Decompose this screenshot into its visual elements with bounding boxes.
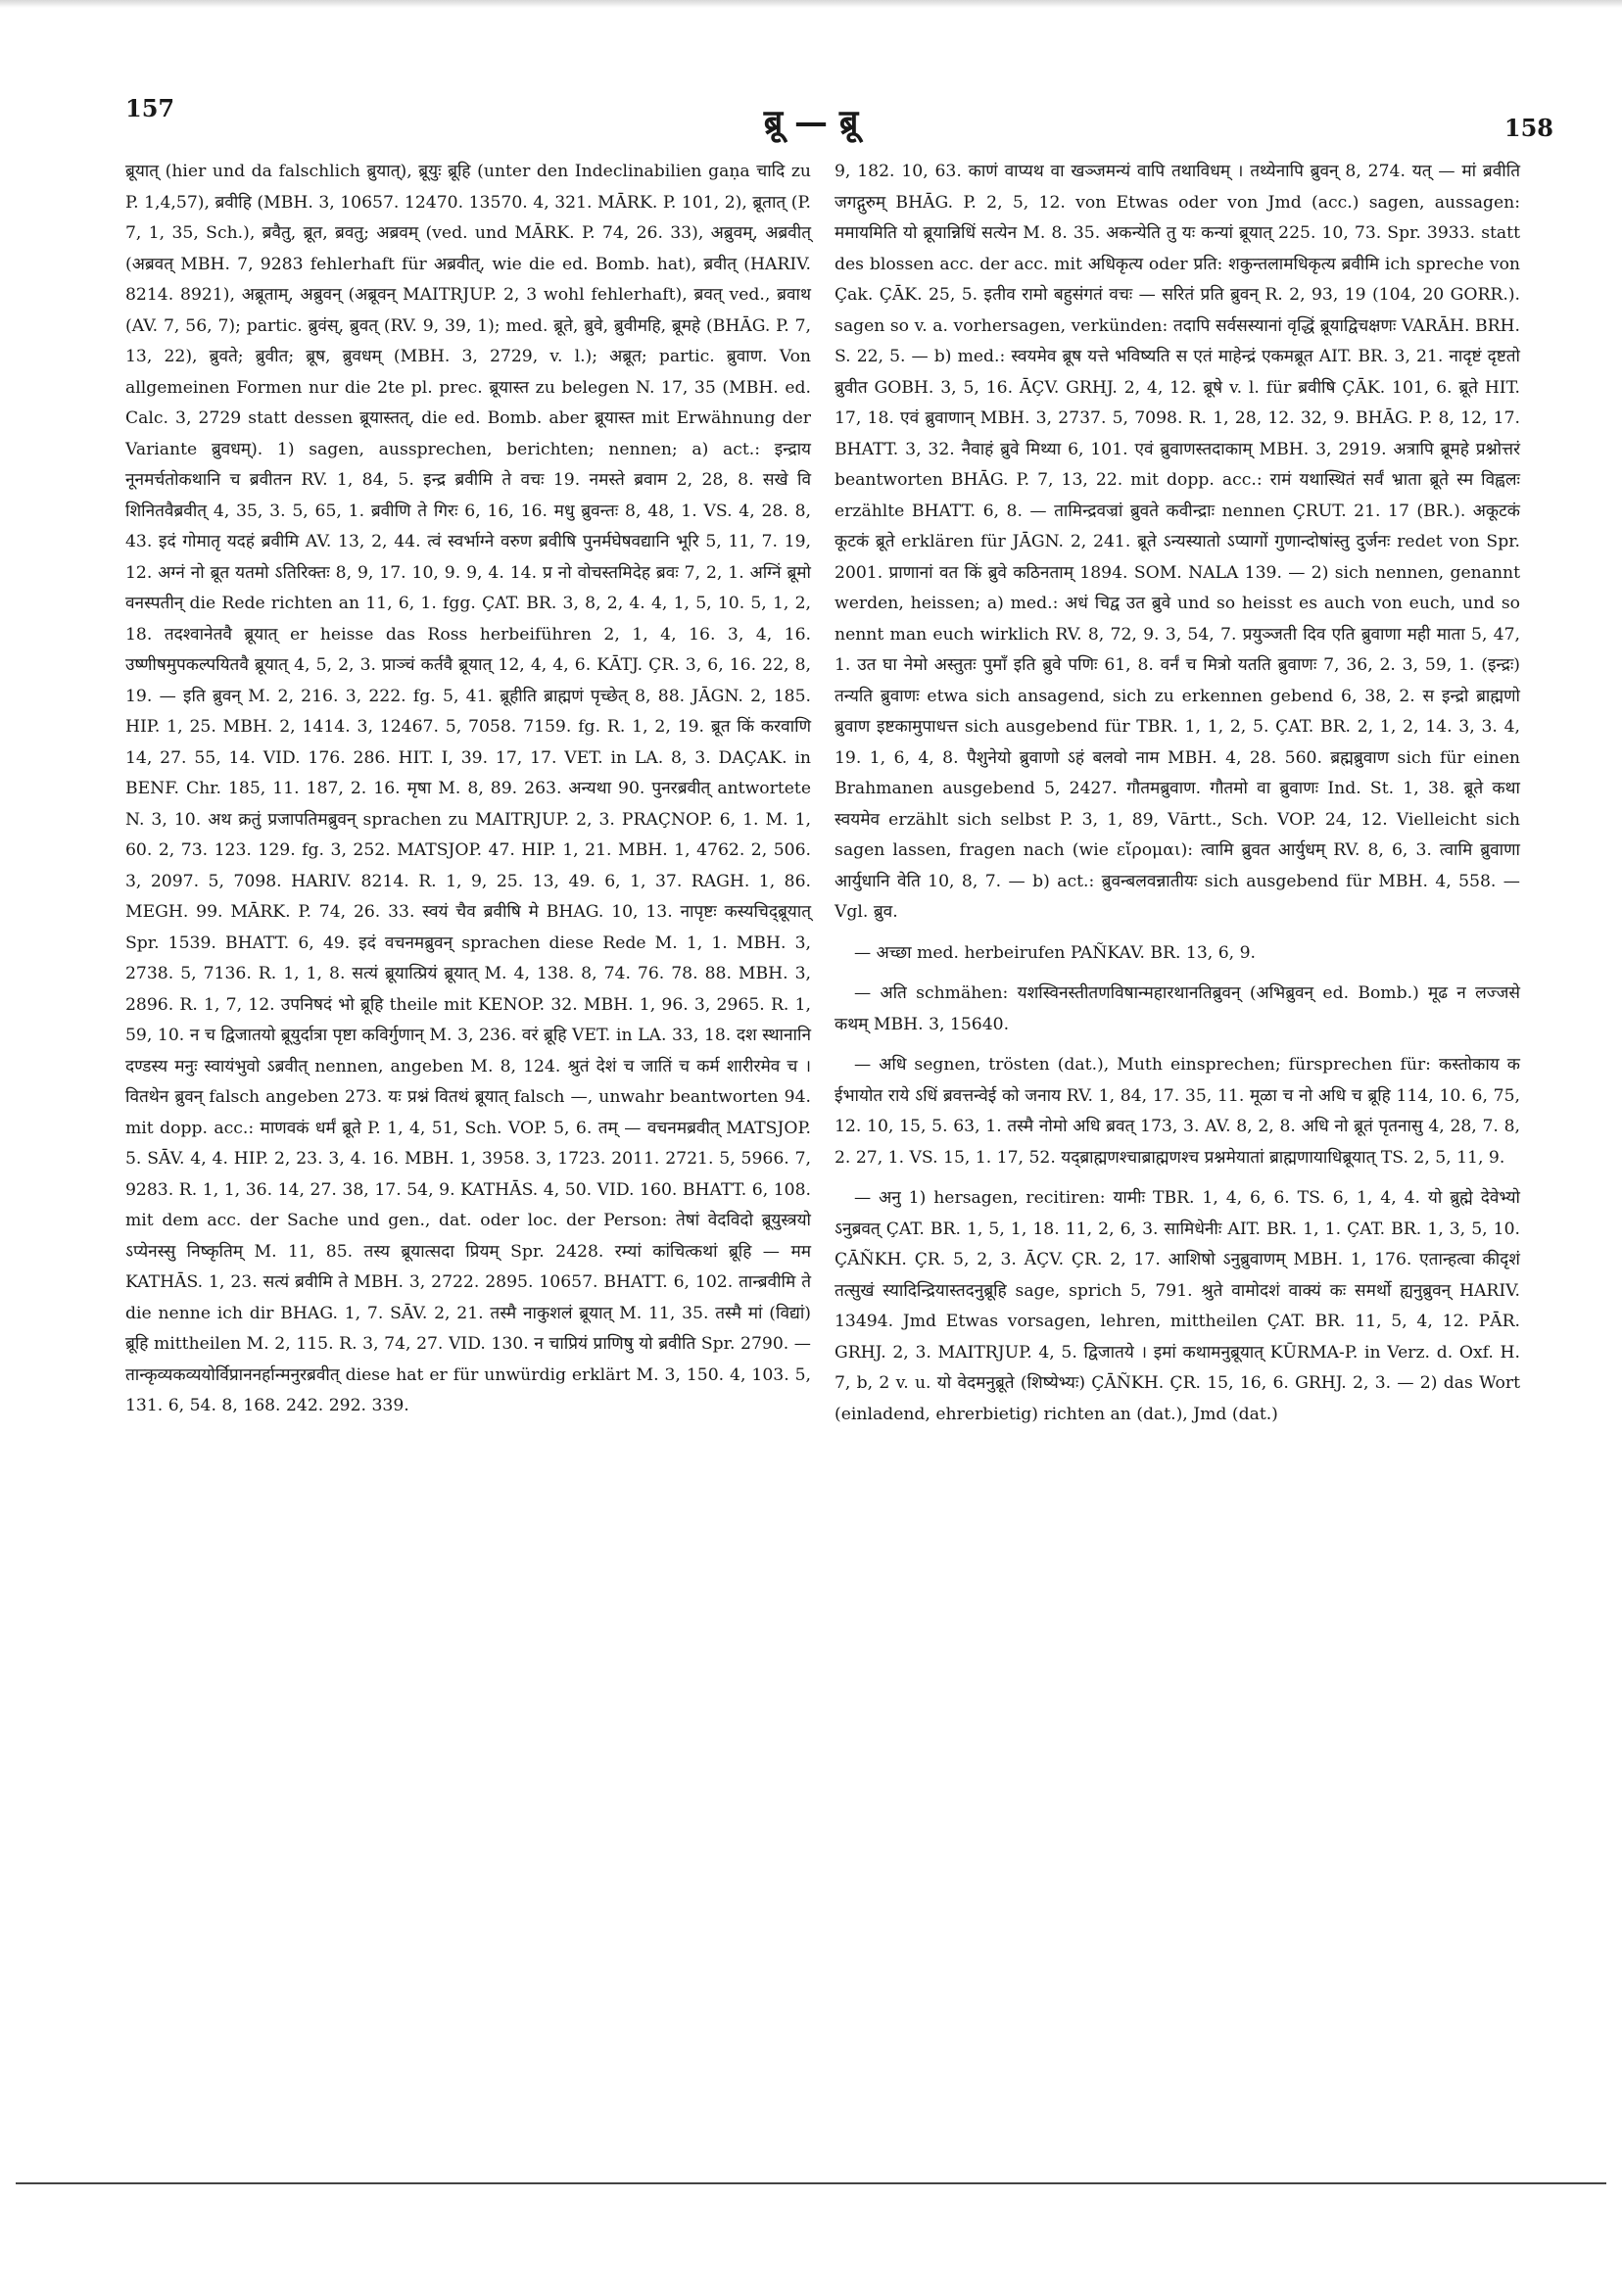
- scan-edge: [0, 0, 1622, 8]
- right-paragraph: — अनु 1) hersagen, recitiren: यामीः TBR. 1, 4, 6, 6. TS. 6, 1, 4, 4. यो ब्रुह्मे देवेभ्यो ऽनुब्रवत् ÇAT. BR. 1, 5, 1, 18. 11, 2, 6, 3. सामिधेनीः AIT. BR. 1, 1. ÇAT. BR. 1, 3, 5, 10. ÇĀÑKH. ÇR. 5, 2, 3. ĀÇV. ÇR. 2, 17. आशिषो ऽनुब्रुवाणम् MBH. 1, 176. एतान्हत्वा कीदृशं तत्सुखं स्यादिन्द्रियास्तदनुब्रूहि sage, sprich 5, 791. श्रुते वामोदशं वाक्यं कः समर्थो ह्यनुब्रुवन् HARIV. 13494. Jmd Etwas vorsagen, lehren, mittheilen ÇAT. BR. 11, 5, 4, 12. PĀR. GRHJ. 2, 3. MAITRJUP. 4, 5. द्विजातये । इमां कथामनुब्रूयात् KŪRMA-P. in Verz. d. Oxf. H. 7, b, 2 v. u. यो वेदमनुब्रूते (शिष्येभ्यः) ÇĀÑKH. ÇR. 15, 16, 6. GRHJ. 2, 3. — 2) das Wort (einladend, ehrerbietig) richten an (dat.), Jmd (dat.): [835, 1188, 1520, 1424]
- page-number-left: 157: [125, 94, 175, 122]
- bottom-rule: [16, 2182, 1606, 2184]
- running-head: ब्रू — ब्रू: [763, 103, 859, 142]
- right-paragraph: — अति schmähen: यशस्विनस्तीतणविषान्महारथानतिब्रुवन् (अभिब्रुवन् ed. Bomb.) मूढ न लज्जसे कथम् MBH. 3, 15640.: [835, 983, 1520, 1034]
- right-paragraph: — अच्छा med. herbeirufen PAÑKAV. BR. 13, 6, 9.: [854, 942, 1256, 963]
- page-number-right: 158: [1503, 114, 1553, 142]
- right-paragraph: 9, 182. 10, 63. काणं वाप्यथ वा खञ्जमन्यं वापि तथाविधम् । तथ्येनापि ब्रुवन् 8, 274. यत् — मां ब्रवीति जगद्गुरुम् BHĀG. P. 2, 5, 12. von Etwas oder von Jmd (acc.) sagen, aussagen: ममायमिति यो ब्रूयान्निधिं सत्येन M. 8. 35. अकन्येति तु यः कन्यां ब्रूयात् 225. 10, 73. Spr. 3933. statt des blossen acc. der acc. mit अधिकृत्य oder प्रति: शकुन्तलामधिकृत्य ब्रवीमि ich spreche von Çak. ÇĀK. 25, 5. इतीव रामो बहुसंगतं वचः — सरितं प्रति ब्रुवन् R. 2, 93, 19 (104, 20 GORR.). sagen so v. a. vorhersagen, verkünden: तदापि सर्वसस्यानां वृद्धिं ब्रूयाद्विचक्षणः VARĀH. BRH. S. 22, 5. — b) med.: स्वयमेव ब्रूष यत्ते भविष्यति स एतं माहेन्द्रं एकमब्रूत AIT. BR. 3, 21. नादृष्टं दृष्टतो ब्रुवीत GOBH. 3, 5, 16. ĀÇV. GRHJ. 2, 4, 12. ब्रूषे v. l. für ब्रवीषि ÇĀK. 101, 6. ब्रूते HIT. 17, 18. एवं ब्रुवाणान् MBH. 3, 2737. 5, 7098. R. 1, 28, 12. 32, 9. BHĀG. P. 8, 12, 17. BHATT. 3, 32. नैवाहं ब्रुवे मिथ्या 6, 101. एवं ब्रुवाणस्तदाकाम् MBH. 3, 2919. अत्रापि ब्रूमहे प्रश्नोत्तरं beantworten BHĀG. P. 7, 13, 22. mit dopp. acc.: रामं यथास्थितं सर्वं भ्राता ब्रूते स्म विह्वलः erzählte BHATT. 6, 8. — तामिन्द्रवज्रां ब्रुवते कवीन्द्राः nennen ÇRUT. 21. 17 (BR.). अकूटकं कूटकं ब्रूते erklären für JĀGN. 2, 241. ब्रूते ऽन्यस्यातो ऽप्यागों गुणान्दोषांस्तु दुर्जनः redet von Spr. 2001. प्राणानां वत किं ब्रुवे कठिनताम् 1894. SOM. NALA 139. — 2) sich nennen, genannt werden, heissen; a) med.: अधं चिद्व उत ब्रुवे und so heisst es auch von euch, und so nennt man euch wirklich RV. 8, 72, 9. 3, 54, 7. प्रयुञ्जती दिव एति ब्रुवाणा मही माता 5, 47, 1. उत घा नेमो अस्तुतः पुमाँ इति ब्रुवे पणिः 61, 8. वर्नं च मित्रो यतति ब्रुवाणः 7, 36, 2. 3, 59, 1. (इन्द्रः) तन्यति ब्रुवाणः etwa sich ansagend, sich zu erkennen gebend 6, 38, 2. स इन्द्रो ब्राह्मणो ब्रुवाण इष्टकामुपाधत्त sich ausgebend für TBR. 1, 1, 2, 5. ÇAT. BR. 2, 1, 2, 14. 3, 3. 4, 19. 1, 6, 4, 8. पैशुनेयो ब्रुवाणो ऽहं बलवो नाम MBH. 4, 28. 560. ब्रह्मब्रुवाण sich für einen Brahmanen ausgebend 5, 2427. गौतमब्रुवाण. गौतमो वा ब्रुवाणः Ind. St. 1, 38. ब्रूते कथा स्वयमेव erzählt sich selbst P. 3, 1, 89, Vārtt., Sch. VOP. 24, 12. Vielleicht sich sagen lassen, fragen nach (wie εἴρομαι): त्वामि ब्रुवत आर्युधम् RV. 8, 6, 3. त्वामि ब्रुवाणा आर्युधानि वेति 10, 8, 7. — b) act.: ब्रुवन्बलवन्नातीयः sich ausgebend für MBH. 4, 558. — Vgl. ब्रुव.: [835, 162, 1520, 922]
- left-paragraph: ब्रूयात् (hier und da falschlich ब्रुयात्), ब्रूयुः ब्रूहि (unter den Indeclinabilien gaṇa चादि zu P. 1,4,57), ब्रवीहि (MBH. 3, 10657. 12470. 13570. 4, 321. MĀRK. P. 101, 2), ब्रूतात् (P. 7, 1, 35, Sch.), ब्रवैतु, ब्रूत, ब्रवतु; अब्रवम् (ved. und MĀRK. P. 74, 26. 33), अब्रुवम्, अब्रवीत् (अब्रवत् MBH. 7, 9283 fehlerhaft für अब्रवीत्, wie die ed. Bomb. hat), ब्रवीत् (HARIV. 8214. 8921), अब्रूताम्, अब्रुवन् (अब्रूवन् MAITRJUP. 2, 3 wohl fehlerhaft), ब्रवत् ved., ब्रवाथ (AV. 7, 56, 7); partic. ब्रुवंस्, ब्रुवत् (RV. 9, 39, 1); med. ब्रूते, ब्रुवे, ब्रुवीमहि, ब्रूमहे (BHĀG. P. 7, 13, 22), ब्रुवते; ब्रुवीत; ब्रूष, ब्रुवधम् (MBH. 3, 2729, v. l.); अब्रूत; partic. ब्रुवाण. Von allgemeinen Formen nur die 2te pl. prec. ब्रूयास्त zu belegen N. 17, 35 (MBH. ed. Calc. 3, 2729 statt dessen ब्रूयास्तत्, die ed. Bomb. aber ब्रूयास्त mit Erwähnung der Variante ब्रुवधम्). 1) sagen, aussprechen, berichten; nennen; a) act.: इन्द्राय नूनमर्चतोकथानि च ब्रवीतन RV. 1, 84, 5. इन्द्र ब्रवीमि ते वचः 19. नमस्ते ब्रवाम 2, 28, 8. सखे वि शिनितवैब्रवीत् 4, 35, 3. 5, 65, 1. ब्रवीणि ते गिरः 6, 16, 16. मधु ब्रुवन्तः 8, 48, 1. VS. 4, 28. 8, 43. इदं गोमातृ यदहं ब्रवीमि AV. 13, 2, 44. त्वं स्वर्भाग्ने वरुण ब्रवीषि पुनर्मघेषवद्यानि भूरि 5, 11, 7. 19, 12. अग्नं नो ब्रूत यतमो ऽतिरिक्तः 8, 9, 17. 10, 9. 9, 4. 14. प्र नो वोचस्तमिदेह ब्रवः 7, 2, 1. अग्निं ब्रूमो वनस्पतीन् die Rede richten an 11, 6, 1. fgg. ÇAT. BR. 3, 8, 2, 4. 4, 1, 5, 10. 5, 1, 2, 18. तदश्वानेतवै ब्रूयात् er heisse das Ross herbeiführen 2, 1, 4, 16. 3, 4, 16. उष्णीषमुपकल्पयितवै ब्रूयात् 4, 5, 2, 3. प्राञ्चं कर्तवै ब्रूयात् 12, 4, 4, 6. KĀTJ. ÇR. 3, 6, 16. 22, 8, 19. — इति ब्रुवन् M. 2, 216. 3, 222. fg. 5, 41. ब्रूहीति ब्राह्मणं पृच्छेत् 8, 88. JĀGN. 2, 185. HIP. 1, 25. MBH. 2, 1414. 3, 12467. 5, 7058. 7159. fg. R. 1, 2, 19. ब्रूत किं करवाणि 14, 27. 55, 14. VID. 176. 286. HIT. I, 39. 17, 17. VET. in LA. 8, 3. DAÇAK. in BENF. Chr. 185, 11. 187, 2. 16. मृषा M. 8, 89. 263. अन्यथा 90. पुनरब्रवीत् antwortete N. 3, 10. अथ क्रतुं प्रजापतिमब्रुवन् sprachen zu MAITRJUP. 2, 3. PRAÇNOP. 6, 1. M. 1, 60. 2, 73. 123. 129. fg. 3, 252. MATSJOP. 47. HIP. 1, 21. MBH. 1, 4762. 2, 506. 3, 2097. 5, 7098. HARIV. 8214. R. 1, 9, 25. 13, 49. 6, 1, 37. RAGH. 1, 86. MEGH. 99. MĀRK. P. 74, 26. 33. स्वयं चैव ब्रवीषि मे BHAG. 10, 13. नापृष्टः कस्यचिद्ब्रूयात् Spr. 1539. BHATT. 6, 49. इदं वचनमब्रुवन् sprachen diese Rede M. 1, 1. MBH. 3, 2738. 5, 7136. R. 1, 1, 8. सत्यं ब्रूयात्प्रियं ब्रूयात् M. 4, 138. 8, 74. 76. 78. 88. MBH. 3, 2896. R. 1, 7, 12. उपनिषदं भो ब्रूहि theile mit KENOP. 32. MBH. 1, 96. 3, 2965. R. 1, 59, 10. न च द्विजातयो ब्रूयुर्दात्रा पृष्टा कविर्गुणान् M. 3, 236. वरं ब्रूहि VET. in LA. 33, 18. दश स्थानानि दण्डस्य मनुः स्वायंभुवो ऽब्रवीत् nennen, angeben M. 8, 124. श्रुतं देशं च जातिं च कर्म शारीरमेव च । वितथेन ब्रुवन् falsch angeben 273. यः प्रश्नं वितथं ब्रूयात् falsch —, unwahr beantworten 94. mit dopp. acc.: माणवकं धर्मं ब्रूते P. 1, 4, 51, Sch. VOP. 5, 6. तम् — वचनमब्रवीत् MATSJOP. 5. SĀV. 4, 4. HIP. 2, 23. 3, 4. 16. MBH. 1, 3958. 3, 1723. 2011. 2721. 5, 5966. 7, 9283. R. 1, 1, 36. 14, 27. 38, 17. 54, 9. KATHĀS. 4, 50. VID. 160. BHATT. 6, 108. mit dem acc. der Sache und gen., dat. oder loc. der Person: तेषां वेदविदो ब्रूयुस्त्रयो ऽप्येनस्सु निष्कृतिम् M. 11, 85. तस्य ब्रूयात्सदा प्रियम् Spr. 2428. रम्यां कांचित्कथां ब्रूहि — मम KATHĀS. 1, 23. सत्यं ब्रवीमि ते MBH. 3, 2722. 2895. 10657. BHATT. 6, 102. तान्ब्रवीमि ते die nenne ich dir BHAG. 1, 7. SĀV. 2, 21. तस्मै नाकुशलं ब्रूयात् M. 11, 35. तस्मै मां (विद्यां) ब्रूहि mittheilen M. 2, 115. R. 3, 74, 27. VID. 130. न चाप्रियं प्राणिषु यो ब्रवीति Spr. 2790. — तान्कृव्यकव्ययोर्विप्राननर्हान्मनुरब्रवीत् diese hat er für unwürdig erklärt M. 3, 150. 4, 103. 5, 131. 6, 54. 8, 168. 242. 292. 339.: [125, 162, 811, 1415]
- right-paragraph: — अधि segnen, trösten (dat.), Muth einsprechen; fürsprechen für: कस्तोकाय क ईभायोत राये ऽधिं ब्रवत्तन्वेई को जनाय RV. 1, 84, 17. 35, 11. मूळा च नो अधि च ब्रूहि 114, 10. 6, 75, 12. 10, 15, 5. 63, 1. तस्मै नोमो अधि ब्रवत् 173, 3. AV. 8, 2, 8. अधि नो ब्रूतं पृतनासु 4, 28, 7. 8, 2. 27, 1. VS. 15, 1. 17, 52. यद्ब्राह्मणश्चाब्राह्मणश्च प्रश्नमेयातां ब्राह्मणायाधिब्रूयात् TS. 2, 5, 11, 9.: [835, 1055, 1520, 1168]
- right-column: [835, 157, 1520, 1436]
- left-column: [125, 157, 811, 1428]
